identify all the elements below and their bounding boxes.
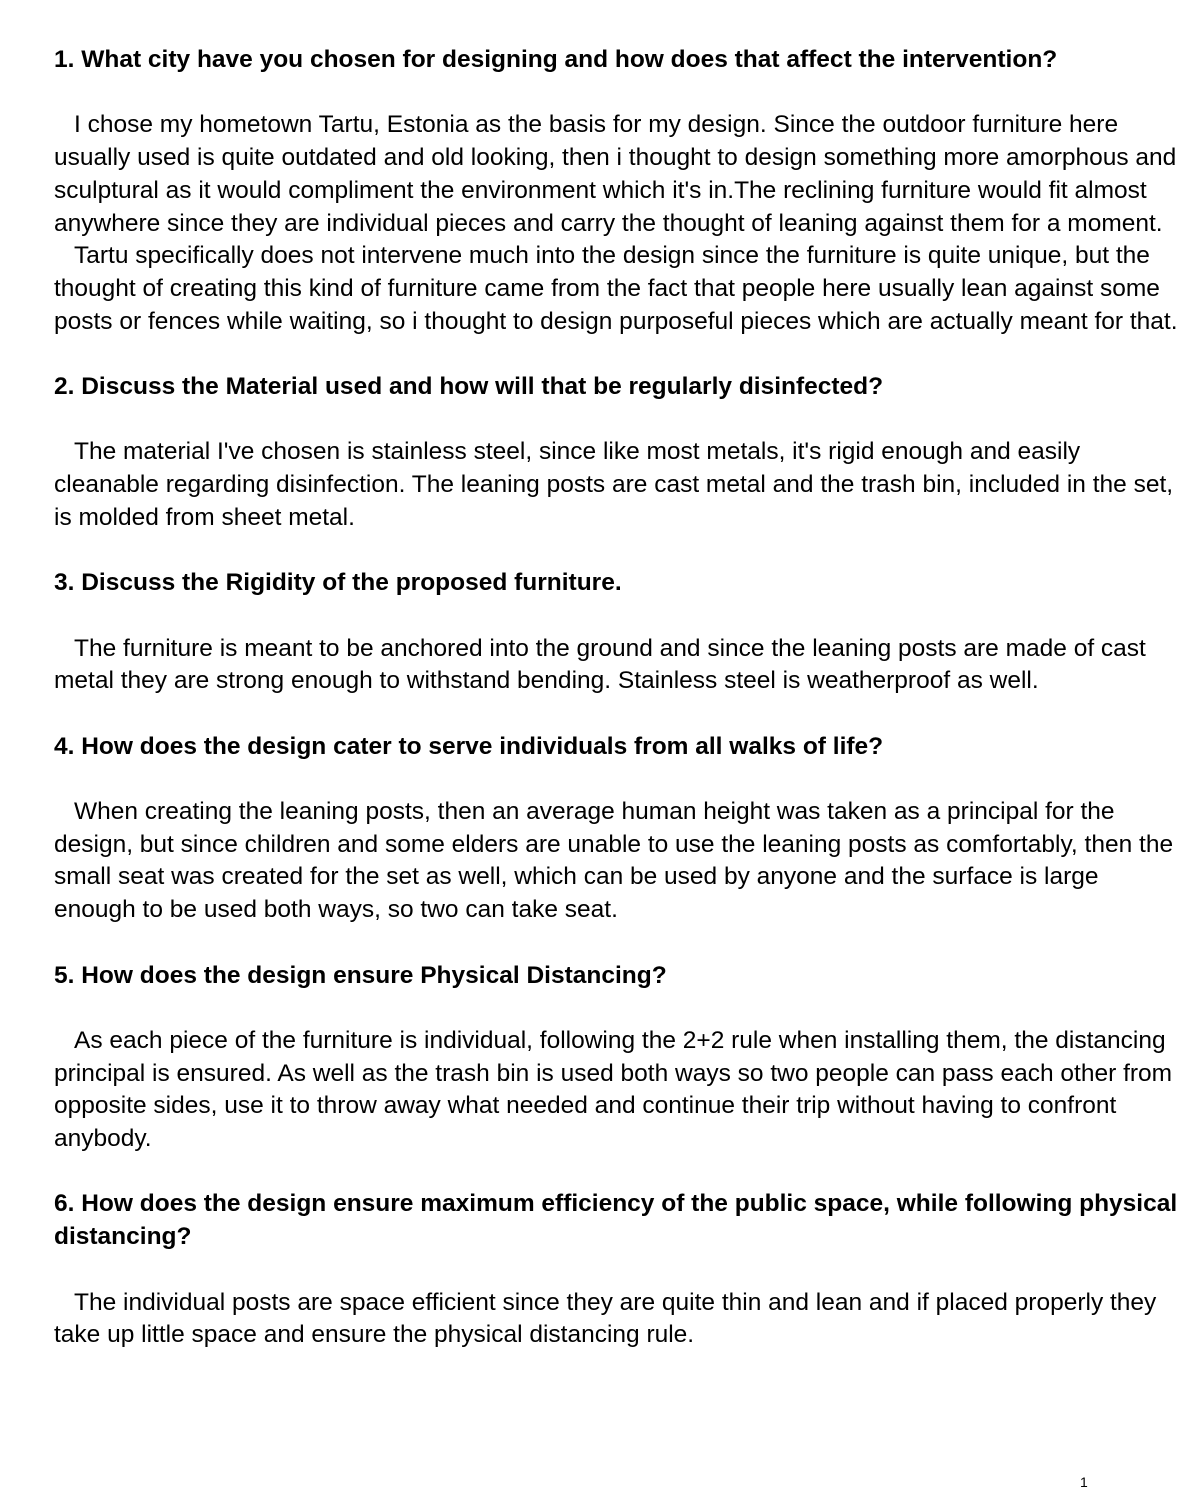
answer-paragraph: I chose my hometown Tartu, Estonia as the basis for my design. Since the outdoor furniture here usually used is quite outdated and old looking, then i thought to design something more amorphous and sculptural as it would compliment the environment which it's in.The reclining furniture would fit almost anywhere since they are individual pieces and carry the thought of leaning against them for a moment. <box>54 111 1177 237</box>
question-heading: 5. How does the design ensure Physical Distancing? <box>54 961 667 989</box>
answer-paragraph: The furniture is meant to be anchored into the ground and since the leaning posts are made of cast metal they are strong enough to withstand bending. Stainless steel is weatherproof as well. <box>54 634 1146 695</box>
answer-paragraph: The individual posts are space efficient since they are quite thin and lean and if placed properly they take up little space and ensure the physical distancing rule. <box>54 1288 1157 1349</box>
question-heading: 4. How does the design cater to serve individuals from all walks of life? <box>54 732 884 760</box>
question-heading: 2. Discuss the Material used and how will that be regularly disinfected? <box>54 373 884 400</box>
page-number: 1 <box>1080 1474 1088 1490</box>
question-heading: 1. What city have you chosen for designing and how does that affect the intervention? <box>54 46 1058 73</box>
section-6 <box>54 1188 1184 1352</box>
answer-paragraph: The material I've chosen is stainless steel, since like most metals, it's rigid enough and easily cleanable regarding disinfection. The leaning posts are cast metal and the trash bin, included in the set, is molded from sheet metal. <box>54 438 1174 531</box>
answer-paragraph: When creating the leaning posts, then an average human height was taken as a principal for the design, but since children and some elders are unable to use the leaning posts as comfortably, then the small seat was created for the set as well, which can be used by anyone and the surface is large enough to be used both ways, so two can take seat. <box>54 798 1174 924</box>
section-1 <box>54 44 1184 338</box>
section-2 <box>54 371 1184 535</box>
section-5 <box>54 960 1184 1156</box>
document-page <box>54 44 1184 1352</box>
question-heading: 6. How does the design ensure maximum efficiency of the public space, while following physical distancing? <box>54 1190 1178 1251</box>
question-heading: 3. Discuss the Rigidity of the proposed furniture. <box>54 569 622 597</box>
answer-paragraph: Tartu specifically does not intervene much into the design since the furniture is quite unique, but the thought of creating this kind of furniture came from the fact that people here usually lean against some posts or fences while waiting, so i thought to design purposeful pieces which are actually meant for that. <box>54 242 1178 335</box>
section-4 <box>54 731 1184 927</box>
answer-paragraph: As each piece of the furniture is individual, following the 2+2 rule when installing them, the distancing principal is ensured. As well as the trash bin is used both ways so two people can pass each other from opposite sides, use it to throw away what needed and continue their trip without having to confront anybody. <box>54 1026 1173 1153</box>
section-3 <box>54 567 1184 698</box>
